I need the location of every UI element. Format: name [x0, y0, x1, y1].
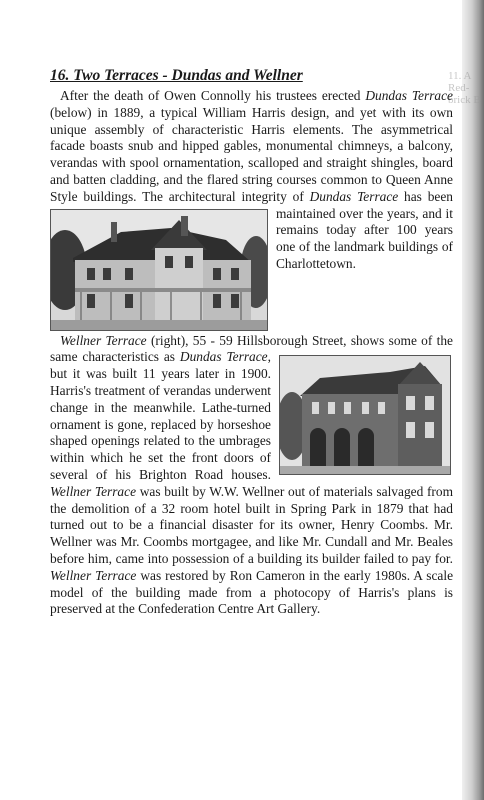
section-heading: 16. Two Terraces - Dundas and Wellner — [50, 67, 303, 84]
p1-text-2: (below) in 1889, a typical William Harris design, and yet with its own unique assembly of characteristic Harris elements. The asymmetrical facade boasts snub and hipped gables, monumental chimneys, a balcony, verandas with spool ornamentation, scalloped and straight shingles, board and batten cladding, and the flared string courses common to Queen Anne Style buildings. The architectural integrity of — [50, 104, 453, 204]
bleed-through-text: 11. A Red-brick B — [448, 70, 481, 106]
page-content — [50, 66, 453, 618]
book-spine-shadow — [462, 0, 484, 800]
p2-text-3: was built by W.W. Wellner out of materials salvaged from the demolition of a 32 room hotel built in Spring Park in 1879 that had turned out to be a financial disaster for its owner, Henry Coombs. Mr. Wellner was Mr. Coombs mortgagee, and like Mr. Cundall and Mr. Beales before him, came into possession of a building its builder failed to pay for. — [50, 483, 453, 566]
p2-text-4: was restored by Ron Cameron in the early 1980s. A scale model of the building made from a photocopy of Harris's plans is preserved at the Confederation Centre Art Gallery. — [50, 567, 454, 617]
p2-em-3: Wellner Terrace — [50, 483, 137, 499]
p2-em-1: Wellner Terrace — [60, 332, 147, 348]
p2-text-1: (right), 55 - 59 Hillsborough Street, shows some of the same characteristics as — [50, 332, 454, 365]
wellner-terrace-photo — [279, 355, 451, 475]
p1-em-2: Dundas Terrace — [309, 188, 399, 204]
paragraph-wellner — [50, 333, 453, 619]
p2-text-2: , but it was built 11 years later in 1900. Harris's treatment of verandas underwent change in the meanwhile. Lathe-turned ornament is gone, replaced by horseshoe shaped openings related to the umbrages within which he set the front doors of several of his Brighton Road houses. — [50, 349, 271, 482]
p1-text-3: has been maintained over the years, and it remains today after 100 years one of the landmark buildings of Charlottetown. — [276, 188, 453, 271]
paragraph-dundas — [50, 88, 453, 273]
p2-em-2: Dundas Terrace — [179, 349, 268, 365]
p2-em-4: Wellner Terrace — [50, 567, 137, 583]
p1-text-1: After the death of Owen Connolly his trustees erected — [60, 88, 366, 103]
p1-em-1: Dundas Terrace — [365, 88, 453, 103]
dundas-terrace-photo — [50, 209, 268, 331]
